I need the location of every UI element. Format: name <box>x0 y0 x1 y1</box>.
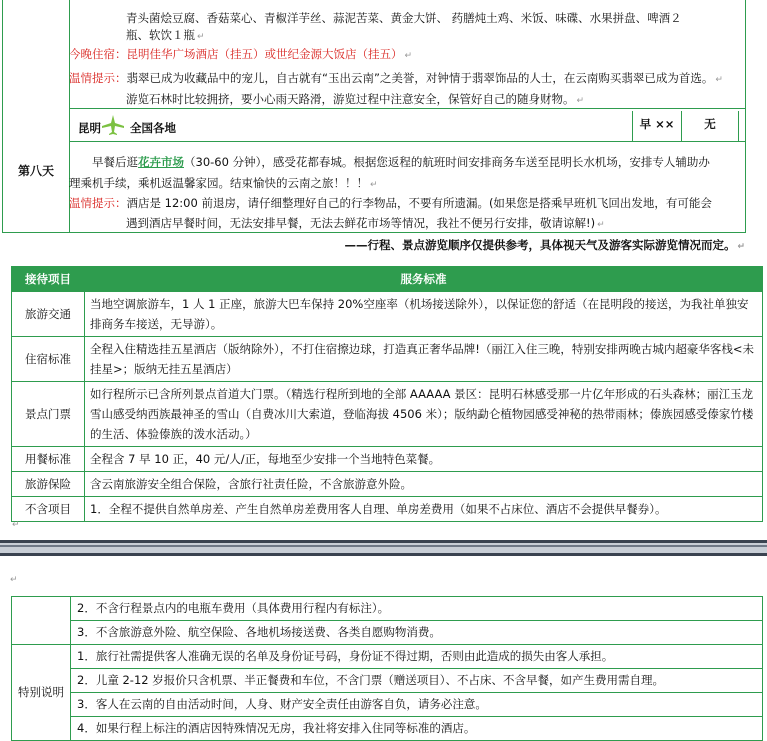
table-row <box>12 669 763 693</box>
row-text: 全程含 7 早 10 正，40 元/人/正，每地至少安排一个当地特色菜餐。 <box>85 447 763 472</box>
route-disclaimer: ——行程、景点游览顺序仅提供参考，具体视天气及游客实际游览情况而定。 ↵ <box>344 238 745 252</box>
from-city: 昆明 <box>78 121 101 135</box>
cont-item: 3．不含旅游意外险、航空保险、各地机场接送费、各类自愿购物消费。 <box>71 621 763 645</box>
table-row <box>12 621 763 645</box>
meal-breakfast: 早 ×× <box>632 111 682 141</box>
table-header-row <box>12 267 763 292</box>
row-text: 如行程所示已含所列景点首道大门票。（精选行程所到地的全部 AAAAA 景区：昆明石林感受那一片亿年形成的石头森林；丽江玉龙雪山感受纳西族最神圣的雪山（自费冰川大索道，登临海拔 4506 米）；版纳勐仑植物园感受神秘的热带雨林；傣族园感受傣家竹楼的生活、体验傣族的泼水活动。） <box>85 382 763 447</box>
row-label: 旅游交通 <box>12 292 85 337</box>
special-item: 3．客人在云南的自由活动时间，人身、财产安全责任由游客自负，请务必注意。 <box>71 693 763 717</box>
table-row <box>12 717 763 741</box>
row-text: 全程入住精选挂五星酒店（版纳除外），不打住宿擦边球，打造真正奢华品牌!（丽江入住三晚，特别安排两晚古城内超豪华客栈<未挂星>；版纳无挂五星酒店） <box>85 337 763 382</box>
paragraph-mark-icon: ↵ <box>737 242 745 252</box>
day8-route-bar <box>70 111 745 142</box>
flower-market-link: 花卉市场 <box>138 155 184 169</box>
row-text: 含云南旅游安全组合保险，含旅行社责任险，不含旅游意外险。 <box>85 472 763 497</box>
paragraph-mark-icon: ↵ <box>404 51 413 61</box>
airplane-icon <box>100 114 126 139</box>
paragraph-mark-icon: ↵ <box>12 520 20 530</box>
row-label: 用餐标准 <box>12 447 85 472</box>
paragraph-mark-icon: ↵ <box>10 575 18 585</box>
row-label: 景点门票 <box>12 382 85 447</box>
day7-details <box>69 0 745 109</box>
paragraph-mark-icon: ↵ <box>576 96 585 106</box>
special-item: 4．如果行程上标注的酒店因特殊情况无房，我社将安排入住同等标准的酒店。 <box>71 717 763 741</box>
paragraph-mark-icon: ↵ <box>370 180 378 190</box>
meal-other: 无 <box>682 111 739 141</box>
day7-tip-line1: 翡翠已成为收藏品中的宠儿，自古就有“玉出云南”之美誉，对钟情于翡翠饰品的人士，在云南购买翡翠已成为首选。 <box>126 71 714 85</box>
table-row <box>12 292 763 337</box>
paragraph-mark-icon: ↵ <box>597 220 605 230</box>
day7-meals-line2: 瓶、软饮１瓶 <box>126 28 195 42</box>
table-row <box>12 693 763 717</box>
table-row <box>12 337 763 382</box>
itinerary-table <box>2 0 746 233</box>
paragraph-mark-icon: ↵ <box>197 32 205 42</box>
table-row <box>12 597 763 621</box>
hotel-label: 今晚住宿： <box>69 47 127 61</box>
day7-tip-line2: 游览石林时比较拥挤，要小心雨天路滑，游览过程中注意安全，保管好自己的随身财物。 <box>126 92 575 106</box>
page-break <box>0 540 767 556</box>
table-row <box>12 382 763 447</box>
row-label: 住宿标准 <box>12 337 85 382</box>
day7-tip-label: 温情提示： <box>69 71 127 85</box>
day8-tip-line1: 酒店是 12:00 前退房，请仔细整理好自己的行李物品，不要有所遗漏。(如果您是搭乘早班机飞回出发地，有可能会 <box>126 196 712 210</box>
day8-tip-label: 温情提示： <box>69 196 127 210</box>
special-item: 1．旅行社需提供客人准确无误的名单及身份证号码，身份证不得过期，否则由此造成的损失由客人承担。 <box>71 645 763 669</box>
paragraph-mark-icon: ↵ <box>715 75 723 85</box>
table-row <box>12 447 763 472</box>
row-text: 当地空调旅游车，1 人 1 正座，旅游大巴车保持 20%空座率（机场接送除外），以保证您的舒适（在昆明段的接送，为我社单独安排商务车接送，无导游）。 <box>85 292 763 337</box>
table-row <box>12 472 763 497</box>
day8-body-line2: 理乘机手续，乘机返温馨家园。结束愉快的云南之旅！！！ <box>69 176 368 190</box>
day8-label: 第八天 <box>17 164 54 178</box>
row-text: 1．全程不提供自然单房差、产生自然单房差费用客人自理、单房差费用（如果不占床位、酒店不会提供早餐券）。 <box>85 497 763 522</box>
row-label: 不含项目 <box>12 497 85 522</box>
hotel-text: 昆明佳华广场酒店（挂五）或世纪金源大饭店（挂五） <box>126 47 403 61</box>
day8-details: 昆明 全国各地 早 ×× 无 早餐后逛花卉市场（30-60 分钟），感受花都春城。根据您返程的航班时间安排商务车送至昆明长水机场，安排专人辅助办 理乘机手续，乘机返温馨家园。结束愉快的云南之旅！！！ ↵ 温情提示：酒店是 12:00 前退房，请仔细整理好自己的行李物品，不要有所遗漏。(如果您是搭乘早班机飞回出发地，有可能会 遇到酒店早餐时间，无法安排早餐，无法去鲜花市场等情况，我社不便另行安排，敬请谅解!) ↵ <box>69 109 745 232</box>
day7-meals-line1: 青头菌烩豆腐、香菇菜心、青椒洋芋丝、蒜泥苦菜、黄金大饼、 药膳炖土鸡、米饭、味碟、水果拼盘、啤酒２ <box>126 11 682 25</box>
table-row <box>12 497 763 522</box>
header-item: 接待项目 <box>12 267 85 292</box>
special-notes-table <box>11 596 763 741</box>
service-standard-table <box>11 266 763 522</box>
to-city: 全国各地 <box>130 121 176 135</box>
header-standard: 服务标准 <box>85 267 763 292</box>
table-row <box>12 645 763 669</box>
cont-item: 2．不含行程景点内的电瓶车费用（具体费用行程内有标注）。 <box>71 597 763 621</box>
special-label: 特别说明 <box>12 645 71 741</box>
row-label: 旅游保险 <box>12 472 85 497</box>
day8-tip-line2: 遇到酒店早餐时间，无法安排早餐，无法去鲜花市场等情况，我社不便另行安排，敬请谅解!) <box>126 216 596 230</box>
special-item: 2．儿童 2-12 岁报价只含机票、半正餐费和车位，不含门票（赠送项目）、不占床、不含早餐，如产生费用需自理。 <box>71 669 763 693</box>
